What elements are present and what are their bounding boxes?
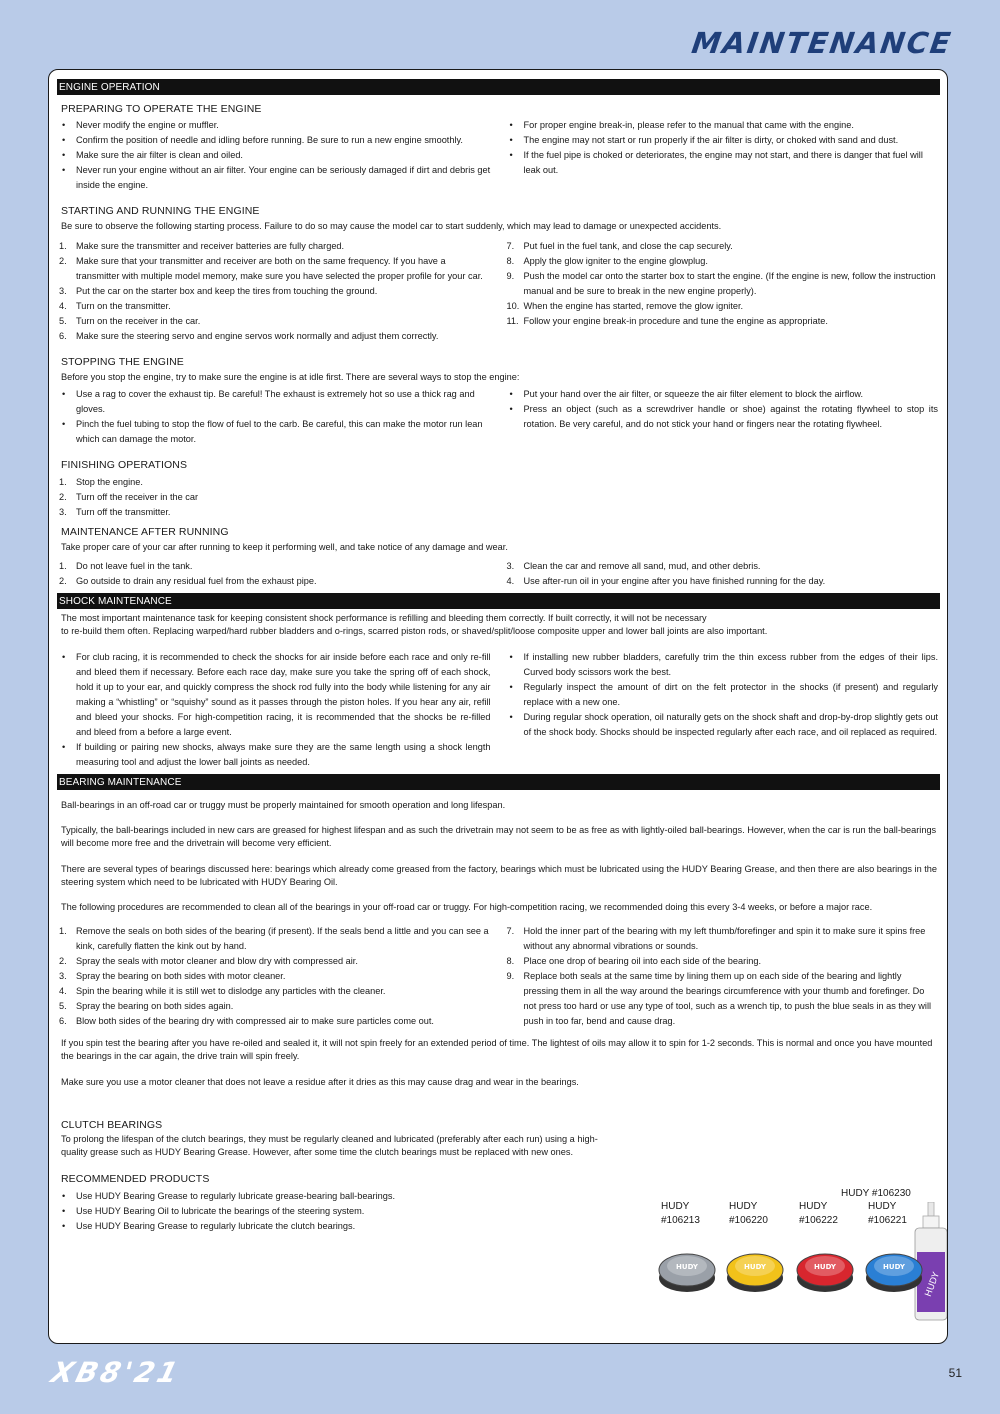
after-left-list <box>59 559 491 589</box>
page-title: MAINTENANCE <box>689 26 955 60</box>
list-item <box>59 984 491 999</box>
product-label <box>729 1200 791 1228</box>
bearing-p3: There are several types of bearings discussed here: bearings which already come greased from the factory, bearings which must be lubricated using the HUDY Bearing Grease, and then there are also bearings in the steering system which need to be lubricated with HUDY Bearing Oil. <box>61 863 938 887</box>
bottle-code: HUDY #106230 <box>841 1188 911 1199</box>
list-item-text: Do not leave fuel in the tank. <box>76 560 193 571</box>
after-right-list <box>507 559 939 589</box>
list-item-text: Remove the seals on both sides of the bearing (if present). If the seals bend a little and you can see a kink, carefully flatten the kink out by hand. <box>76 926 489 952</box>
list-item-text: Hold the inner part of the bearing with my left thumb/forefinger and spin it to make sure it spins free without any abnormal vibrations or sounds. <box>523 926 926 952</box>
list-item: • Use HUDY Bearing Grease to regularly lubricate grease-bearing ball-bearings. <box>59 1189 599 1204</box>
list-item-text: Put fuel in the fuel tank, and close the cap securely. <box>523 241 733 252</box>
list-item-number: 3. <box>59 286 67 297</box>
bearing-p2: Typically, the ball-bearings included in new cars are greased for highest lifespan and as such the drivetrain may not seem to be as free as with lightly-oiled ball-bearings. However, when the car is run the ball-bearings will become more free and the drivetrain will become very efficient. <box>61 825 937 849</box>
list-item: • Use HUDY Bearing Grease to regularly lubricate the clutch bearings. <box>59 1219 599 1234</box>
stopping-right-list <box>507 387 939 447</box>
shock-intro-1: The most important maintenance task for keeping consistent shock performance is refilling and bleeding them correctly. If built correctly, it will not be necessary <box>61 612 707 623</box>
list-item-number: 2. <box>59 956 67 967</box>
list-item <box>507 954 939 969</box>
list-item <box>59 505 938 520</box>
page-number: 51 <box>948 1366 962 1380</box>
content-panel <box>48 69 948 1344</box>
svg-text:HUDY: HUDY <box>676 1263 698 1271</box>
list-item-text: Follow your engine break-in procedure and tune the engine as appropriate. <box>523 316 828 327</box>
list-item: • Never modify the engine or muffler. <box>59 118 491 133</box>
list-item-text: Turn off the receiver in the car <box>76 492 199 503</box>
list-item <box>507 314 939 329</box>
list-item: • If building or pairing new shocks, always make sure they are the same length using a shock length measuring tool and adjust the lower ball joints as needed. <box>59 740 491 770</box>
list-item <box>59 314 491 329</box>
list-item <box>59 284 491 299</box>
product-code: #106213 <box>661 1215 700 1226</box>
list-item-text: Use after-run oil in your engine after you have finished running for the day. <box>523 575 826 586</box>
svg-text:HUDY: HUDY <box>814 1263 836 1271</box>
bearing-right-list <box>507 924 939 1029</box>
shock-left-list <box>59 650 491 770</box>
list-item: • Use HUDY Bearing Oil to lubricate the bearings of the steering system. <box>59 1204 599 1219</box>
list-item <box>59 299 491 314</box>
section-bar-shock: SHOCK MAINTENANCE <box>57 593 940 609</box>
list-item-text: Push the model car onto the starter box to start the engine. (If the engine is new, follow the instruction manual and be sure to break in the new engine properly). <box>523 271 936 297</box>
grease-jar <box>864 1242 924 1294</box>
list-item-number: 8. <box>506 256 515 267</box>
subheading-clutch: CLUTCH BEARINGS <box>61 1118 163 1131</box>
list-item-text: Put the car on the starter box and keep the tires from touching the ground. <box>76 286 378 297</box>
section-bar-bearing: BEARING MAINTENANCE <box>57 774 940 790</box>
list-item-number: 2. <box>59 256 67 267</box>
svg-text:HUDY: HUDY <box>883 1263 905 1271</box>
bearing-p4: The following procedures are recommended to clean all of the bearings in your off-road car or truggy. For high-competition racing, we recommended doing this every 3-4 weeks, or before a major race. <box>61 902 873 913</box>
list-item-text: Turn off the transmitter. <box>76 507 171 518</box>
subheading-after: MAINTENANCE AFTER RUNNING <box>61 526 229 539</box>
bearing-p6: Make sure you use a motor cleaner that does not leave a residue after it dries as this may cause drag and wear in the bearings. <box>61 1076 579 1087</box>
list-item <box>507 969 939 1029</box>
list-item-text: Make sure that your transmitter and receiver are both on the same frequency. If you have a transmitter with multiple model memory, make sure you have selected the proper profile for your car. <box>76 256 483 282</box>
list-item <box>59 559 491 574</box>
list-item <box>507 559 939 574</box>
product-code: #106222 <box>799 1215 838 1226</box>
svg-text:HUDY: HUDY <box>923 1271 942 1299</box>
starting-left-list <box>59 239 491 344</box>
stopping-intro: Before you stop the engine, try to make sure the engine is at idle first. There are several ways to stop the engine: <box>61 372 520 383</box>
svg-text:HUDY: HUDY <box>744 1263 766 1271</box>
list-item: • During regular shock operation, oil naturally gets on the shock shaft and drop-by-drop slightly gets out of the shock body. Shocks should be inspected regularly after each race, and oil replaced as required. <box>507 710 939 740</box>
product-code: #106220 <box>729 1215 768 1226</box>
list-item <box>59 254 491 284</box>
product-label <box>799 1200 861 1228</box>
list-item-text: Spray the bearing on both sides with motor cleaner. <box>76 971 286 982</box>
list-item-number: 11. <box>506 316 519 327</box>
list-item-number: 10. <box>506 301 520 312</box>
list-item <box>59 490 938 505</box>
list-item-text: Make sure the steering servo and engine servos work normally and adjust them correctly. <box>76 331 439 342</box>
product-label <box>868 1200 930 1228</box>
bearing-left-list <box>59 924 491 1029</box>
list-item <box>59 969 491 984</box>
grease-jar <box>795 1242 855 1294</box>
list-item-text: Spray the bearing on both sides again. <box>76 1001 234 1012</box>
after-intro: Take proper care of your car after running to keep it performing well, and take notice of any damage and wear. <box>61 542 508 553</box>
list-item-number: 9. <box>506 271 515 282</box>
list-item: • Use a rag to cover the exhaust tip. Be careful! The exhaust is extremely hot so use a thick rag and gloves. <box>59 387 491 417</box>
footer-logo: XB8'21 <box>47 1356 185 1389</box>
product-brand: HUDY <box>868 1201 897 1212</box>
list-item-text: Clean the car and remove all sand, mud, and other debris. <box>523 560 761 571</box>
list-item-number: 9. <box>506 971 515 982</box>
list-item: • Put your hand over the air filter, or squeeze the air filter element to block the airflow. <box>507 387 939 402</box>
list-item <box>507 574 939 589</box>
section-bar-engine: ENGINE OPERATION <box>57 79 940 95</box>
list-item-number: 6. <box>59 331 67 342</box>
list-item: • For club racing, it is recommended to check the shocks for air inside before each race and only re-fill and bleed them if necessary. Before each race day, make sure you take the spring off of each shock, hold it up to your ear, and quickly compress the shock rod fully into the body while listening for any air making a “whistling” or “squishy” sound as it passes through the piston holes. If you hear any air, refill and bleed your shocks. For high-competition racing, it is recommended that the shocks be re-filled and bleed from a before a large event. <box>59 650 491 740</box>
product-brand: HUDY <box>661 1201 690 1212</box>
list-item-number: 3. <box>59 971 67 982</box>
list-item <box>59 999 491 1014</box>
subheading-finishing: FINISHING OPERATIONS <box>61 459 188 472</box>
shock-intro-2: to re-build them often. Replacing warped/hard rubber bladders and o-rings, scarred piston rods, or shaved/split/loose composite upper and lower ball joints are also important. <box>61 625 768 636</box>
list-item-text: Replace both seals at the same time by lining them up on each side of the bearing and lightly pressing them in all the way around the bearings circumference with your thumb and forefinger. Do not press too hard or use any type of tool, such as a wrench tip, to push the blue seals in as they will push in too far, bend and cause drag. <box>523 971 932 1027</box>
bearing-p5: If you spin test the bearing after you have re-oiled and sealed it, it will not spin freely for an extended period of time. The lightest of oils may allow it to spin for 1-2 seconds. This is normal and once you have mounted the bearings in the car again, the drive train will spin freely. <box>61 1038 933 1062</box>
product-brand: HUDY <box>799 1201 828 1212</box>
subheading-stopping: STOPPING THE ENGINE <box>61 356 184 369</box>
product-images <box>611 1180 941 1340</box>
list-item-number: 6. <box>59 1016 67 1027</box>
list-item-text: Turn on the transmitter. <box>76 301 171 312</box>
list-item-number: 7. <box>506 926 515 937</box>
list-item: • Pinch the fuel tubing to stop the flow of fuel to the carb. Be careful, this can make the motor run lean which can damage the motor. <box>59 417 491 447</box>
list-item-number: 1. <box>59 241 67 252</box>
list-item-number: 5. <box>59 1001 67 1012</box>
preparing-left-list <box>59 118 491 193</box>
list-item <box>59 1014 491 1029</box>
list-item <box>507 239 939 254</box>
starting-intro: Be sure to observe the following starting process. Failure to do so may cause the model car to start suddenly, which may lead to damage or unexpected accidents. <box>61 221 722 231</box>
list-item: • Make sure the air filter is clean and oiled. <box>59 148 491 163</box>
list-item <box>507 299 939 314</box>
list-item-text: Spray the seals with motor cleaner and blow dry with compressed air. <box>76 956 358 967</box>
clutch-text: To prolong the lifespan of the clutch bearings, they must be regularly cleaned and lubricated (preferably after each run) using a high-quality grease such as HUDY Bearing Grease. However, after some time the clutch bearings must be replaced with new ones. <box>61 1133 598 1158</box>
list-item: • For proper engine break-in, please refer to the manual that came with the engine. <box>507 118 939 133</box>
list-item: • Regularly inspect the amount of dirt on the felt protector in the shocks (if present) and regularly replace with a new one. <box>507 680 939 710</box>
starting-right-list <box>507 239 939 344</box>
list-item: • If the fuel pipe is choked or deteriorates, the engine may not start, and there is danger that fuel will leak out. <box>507 148 939 178</box>
list-item-number: 3. <box>59 507 67 518</box>
list-item-number: 1. <box>59 477 67 488</box>
subheading-preparing: PREPARING TO OPERATE THE ENGINE <box>61 103 262 115</box>
list-item-number: 1. <box>59 926 67 937</box>
list-item-text: Turn on the receiver in the car. <box>76 316 201 327</box>
list-item-number: 3. <box>506 560 515 571</box>
list-item-text: Make sure the transmitter and receiver batteries are fully charged. <box>76 241 345 252</box>
shock-right-list <box>507 650 939 770</box>
subheading-starting: STARTING AND RUNNING THE ENGINE <box>61 205 260 217</box>
list-item <box>507 254 939 269</box>
list-item-text: When the engine has started, remove the glow igniter. <box>523 301 744 312</box>
list-item <box>59 329 491 344</box>
list-item: • Press an object (such as a screwdriver handle or shoe) against the rotating flywheel to stop its rotation. Be very careful, and do not stick your hand or fingers near the rotating flywheel. <box>507 402 939 432</box>
list-item-text: Apply the glow igniter to the engine glowplug. <box>523 256 708 267</box>
list-item-text: Blow both sides of the bearing dry with compressed air to make sure particles come out. <box>76 1016 434 1027</box>
list-item-number: 5. <box>59 316 67 327</box>
list-item: • The engine may not start or run properly if the air filter is dirty, or choked with sand and dust. <box>507 133 939 148</box>
list-item <box>507 269 939 299</box>
finishing-list <box>59 475 938 520</box>
list-item: • If installing new rubber bladders, carefully trim the thin excess rubber from the edges of their lips. Curved body scissors work the best. <box>507 650 939 680</box>
list-item <box>59 954 491 969</box>
stopping-left-list <box>59 387 491 447</box>
list-item-text: Spin the bearing while it is still wet to dislodge any particles with the cleaner. <box>76 986 386 997</box>
list-item <box>59 574 491 589</box>
list-item <box>507 924 939 954</box>
list-item: • Confirm the position of needle and idling before running. Be sure to run a new engine smoothly. <box>59 133 491 148</box>
grease-jar <box>725 1242 785 1294</box>
list-item-number: 8. <box>506 956 515 967</box>
preparing-right-list <box>507 118 939 193</box>
product-brand: HUDY <box>729 1201 758 1212</box>
list-item-text: Go outside to drain any residual fuel from the exhaust pipe. <box>76 575 317 586</box>
list-item-number: 1. <box>59 560 67 571</box>
list-item <box>59 239 491 254</box>
grease-jar <box>657 1242 717 1294</box>
list-item-number: 2. <box>59 575 67 586</box>
product-code: #106221 <box>868 1215 907 1226</box>
list-item-number: 4. <box>59 986 67 997</box>
subheading-recommended: RECOMMENDED PRODUCTS <box>61 1173 210 1186</box>
bearing-p1: Ball-bearings in an off-road car or truggy must be properly maintained for smooth operation and long lifespan. <box>61 800 506 811</box>
recommended-list <box>59 1189 599 1234</box>
list-item-text: Place one drop of bearing oil into each side of the bearing. <box>523 956 762 967</box>
list-item-number: 2. <box>59 492 67 503</box>
list-item-text: Stop the engine. <box>76 477 143 488</box>
list-item-number: 4. <box>59 301 67 312</box>
list-item <box>59 475 938 490</box>
product-label <box>661 1200 723 1228</box>
list-item-number: 4. <box>506 575 515 586</box>
list-item <box>59 924 491 954</box>
list-item: • Never run your engine without an air filter. Your engine can be seriously damaged if dirt and debris get inside the engine. <box>59 163 491 193</box>
list-item-number: 7. <box>506 241 515 252</box>
